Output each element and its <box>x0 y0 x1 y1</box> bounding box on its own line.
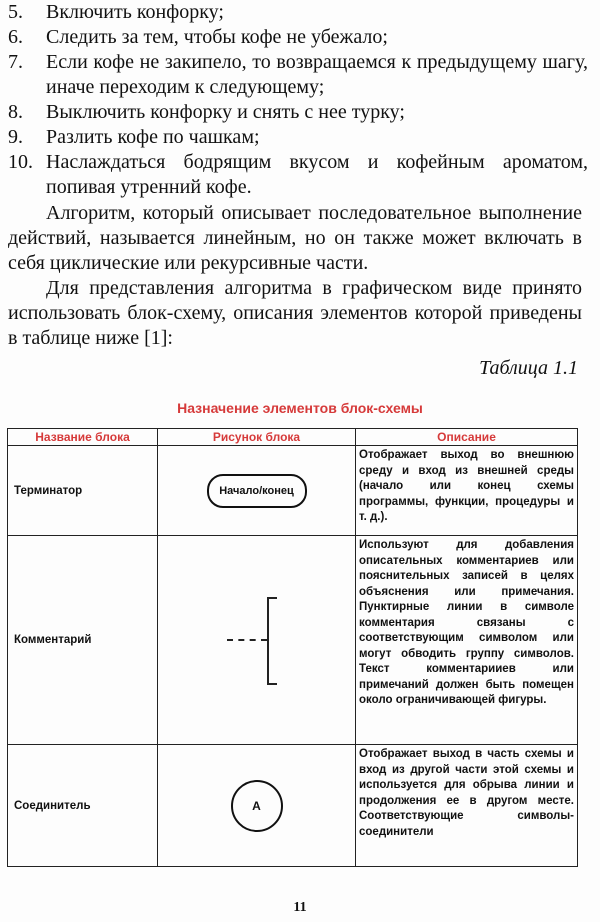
table-header-row <box>8 429 578 446</box>
list-item <box>8 50 588 100</box>
paragraph-linear-algorithm: Алгоритм, который описывает последовательное выполнение действий, называется линейным, но он также может включать в себя циклические или рекурсивные части. <box>8 202 582 274</box>
algorithm-steps-list <box>8 0 588 200</box>
step-text: Включить конфорку; <box>46 1 224 23</box>
terminator-label: Начало/конец <box>219 484 294 497</box>
step-text: Разлить кофе по чашкам; <box>46 126 260 148</box>
page-number: 11 <box>293 900 307 915</box>
step-number: 6. <box>8 26 23 48</box>
list-item <box>8 125 588 150</box>
table-row <box>8 745 578 867</box>
list-item <box>8 0 588 25</box>
block-description: Используют для добавления описательных комментариев или пояснительных записей в целях объяснения или примечания. Пунктирные линии в символе комментария связаны с соответствующим символом или могут обводить группу символов. Текст комментарииев или примечаний должен быть помещен около ограничивающей фигуры. <box>356 536 578 745</box>
column-header-picture: Рисунок блока <box>158 429 356 446</box>
step-number: 5. <box>8 1 23 23</box>
block-name: Терминатор <box>8 446 158 536</box>
block-picture <box>158 446 356 536</box>
step-text: Следить за тем, чтобы кофе не убежало; <box>46 26 388 48</box>
connector-symbol <box>231 780 283 832</box>
terminator-symbol <box>207 474 307 508</box>
list-item <box>8 25 588 50</box>
step-number: 8. <box>8 101 23 123</box>
column-header-name: Название блока <box>8 429 158 446</box>
comment-dashed-line <box>227 639 267 641</box>
paragraph-flowchart-intro: Для представления алгоритма в графическом виде принято использовать блок-схему, описания элементов которой приведены в таблице ниже [1]: <box>8 277 582 349</box>
step-number: 9. <box>8 126 23 148</box>
table-row <box>8 446 578 536</box>
column-header-description: Описание <box>356 429 578 446</box>
table-caption: Таблица 1.1 <box>479 357 578 379</box>
table-row <box>8 536 578 745</box>
step-number: 10. <box>8 151 33 173</box>
comment-symbol <box>227 597 287 683</box>
table-title: Назначение элементов блок-схемы <box>177 400 423 416</box>
flowchart-elements-table <box>7 428 578 867</box>
connector-label: A <box>252 798 261 813</box>
list-item <box>8 100 588 125</box>
block-picture <box>158 536 356 745</box>
block-description: Отображает выход во внешнюю среду и вход из внешней среды (начало или конец схемы программы, функции, процедуры и т. д.). <box>356 446 578 536</box>
list-item <box>8 150 588 200</box>
step-text: Наслаждаться бодрящим вкусом и кофейным ароматом, попивая утренний кофе. <box>46 151 588 198</box>
block-description: Отображает выход в часть схемы и вход из другой части этой схемы и используется для обрыва линии и продолжения ее в другом месте. Соответствующие символы-соединители <box>356 745 578 867</box>
block-picture <box>158 745 356 867</box>
block-name: Соединитель <box>8 745 158 867</box>
step-number: 7. <box>8 51 23 73</box>
step-text: Выключить конфорку и снять с нее турку; <box>46 101 405 123</box>
block-name: Комментарий <box>8 536 158 745</box>
step-text: Если кофе не закипело, то возвращаемся к предыдущему шагу, иначе переходим к следующему; <box>46 51 588 98</box>
comment-bracket <box>267 597 277 685</box>
